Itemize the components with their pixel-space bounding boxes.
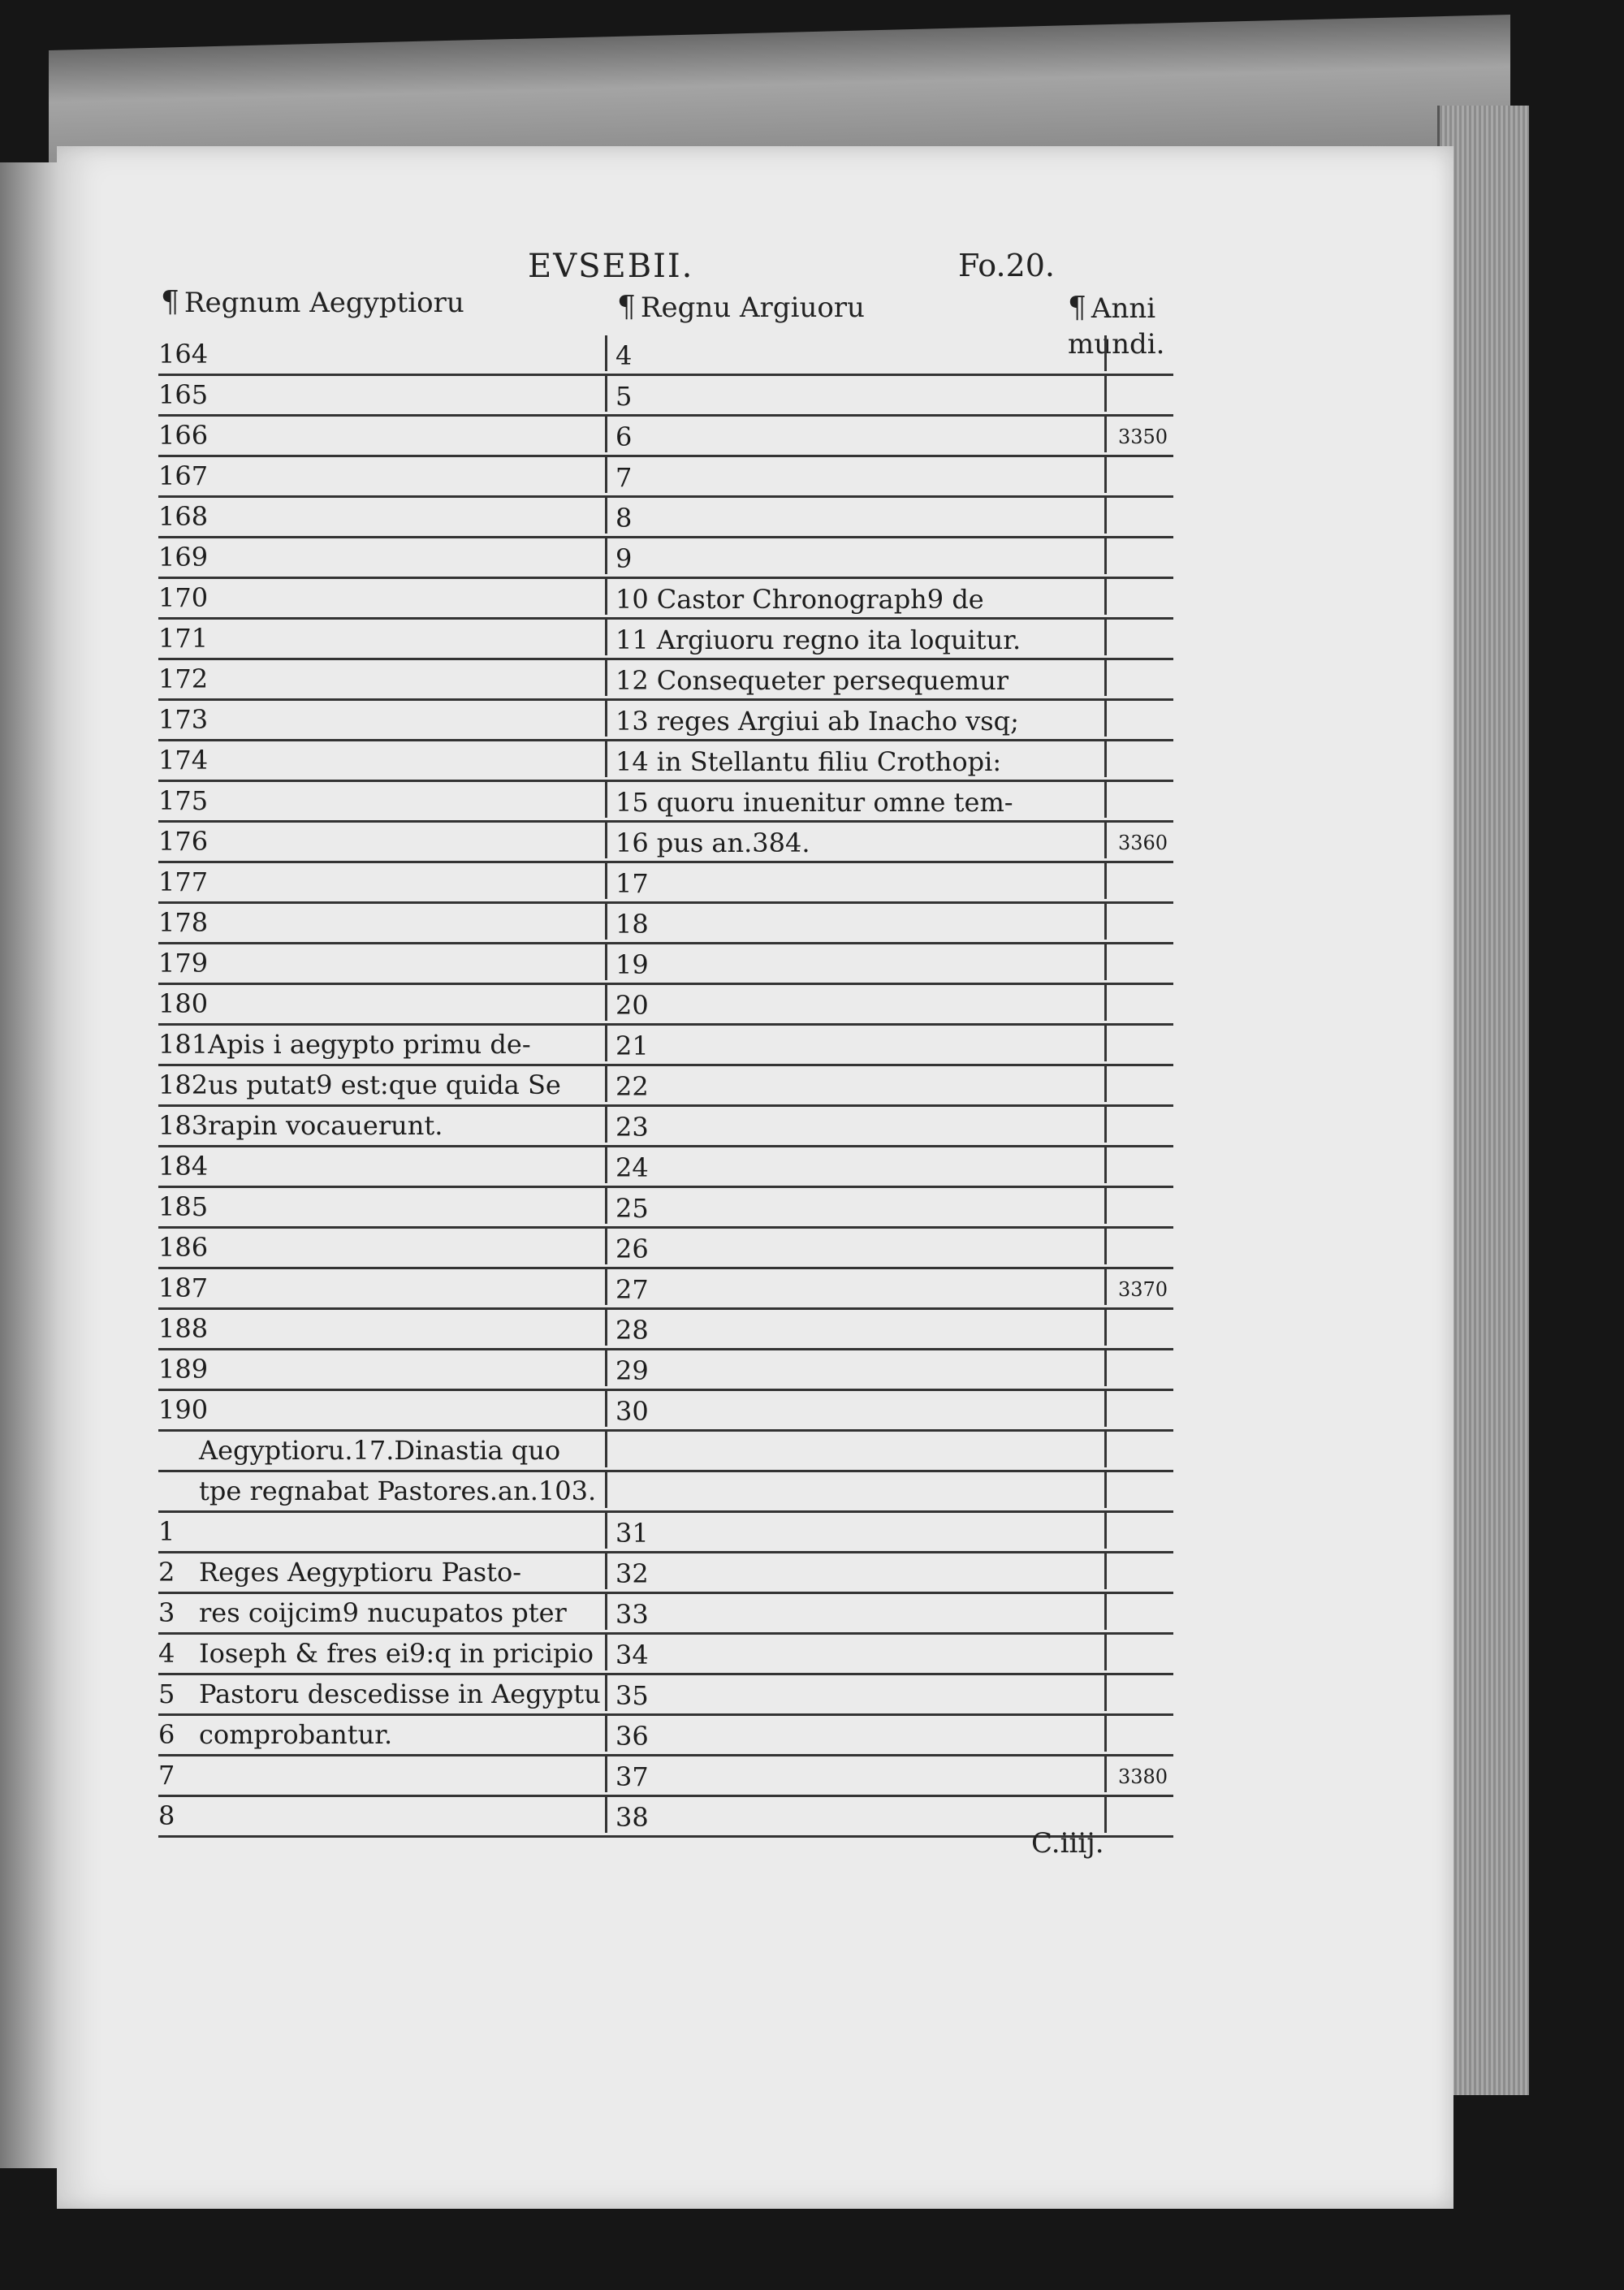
anni-mundi-cell: 3350 <box>1104 417 1187 452</box>
egypt-year: 184 <box>158 1151 209 1182</box>
egypt-note: us putat9 est:que quida Se <box>208 1069 561 1100</box>
table-row <box>158 660 1173 701</box>
egypt-note: Reges Aegyptioru Pasto- <box>199 1557 522 1588</box>
egypt-year: 185 <box>158 1191 209 1222</box>
argos-year: 26 <box>615 1234 649 1264</box>
column-head-argos-label: Regnu Argiuoru <box>640 292 865 324</box>
argos-cell <box>605 1513 1070 1549</box>
table-row <box>158 1472 1173 1513</box>
argos-year: 11 <box>615 624 649 655</box>
argos-cell <box>605 1350 1070 1386</box>
egypt-cell <box>158 379 589 410</box>
egypt-cell <box>158 1679 601 1709</box>
egypt-year: 5 <box>158 1679 175 1709</box>
table-row <box>158 335 1173 376</box>
argos-year: 5 <box>615 381 633 412</box>
egypt-cell <box>158 826 589 857</box>
egypt-year: 168 <box>158 501 209 532</box>
anni-mundi-cell <box>1104 1513 1187 1549</box>
table-row <box>158 741 1173 782</box>
anni-mundi-cell: 3360 <box>1104 823 1187 858</box>
argos-year: 7 <box>615 462 633 493</box>
anni-mundi-cell <box>1104 985 1187 1021</box>
egypt-cell <box>158 1191 589 1222</box>
argos-note: pus an.384. <box>656 827 810 858</box>
argos-cell <box>605 457 1070 493</box>
egypt-cell <box>158 1110 589 1141</box>
anni-mundi-cell <box>1104 1553 1187 1589</box>
egypt-year: 169 <box>158 542 209 572</box>
egypt-cell <box>158 1597 589 1628</box>
argos-year: 20 <box>615 990 649 1021</box>
anni-mundi-cell <box>1104 701 1187 737</box>
argos-cell <box>605 985 1070 1021</box>
egypt-year: 2 <box>158 1557 175 1588</box>
signature-mark: C.iiij. <box>1031 1827 1104 1860</box>
egypt-cell <box>158 1800 589 1831</box>
anni-mundi-cell <box>1104 1188 1187 1224</box>
table-row <box>158 1553 1173 1594</box>
argos-note: Consequeter persequemur <box>656 665 1009 696</box>
table-row <box>158 417 1173 457</box>
egypt-year: 175 <box>158 785 209 816</box>
anni-mundi-cell <box>1104 1229 1187 1264</box>
argos-note: Argiuoru regno ita loquitur. <box>656 624 1021 655</box>
pilcrow-icon: ¶ <box>1068 292 1086 325</box>
argos-cell <box>605 863 1070 899</box>
egypt-year: 187 <box>158 1272 209 1303</box>
anni-mundi-cell <box>1104 944 1187 980</box>
egypt-year: 178 <box>158 907 209 938</box>
argos-year: 14 <box>615 746 649 777</box>
egypt-year: 171 <box>158 623 209 654</box>
argos-note: Castor Chronograph9 de <box>656 584 984 615</box>
anni-mundi-cell <box>1104 1350 1187 1386</box>
argos-year: 29 <box>615 1355 649 1386</box>
argos-cell <box>605 1147 1070 1183</box>
column-head-anni-line1: Anni <box>1091 292 1156 325</box>
egypt-note: Apis i aegypto primu de- <box>208 1029 531 1060</box>
egypt-note: rapin vocauerunt. <box>208 1110 443 1141</box>
table-row <box>158 1269 1173 1310</box>
argos-cell <box>605 823 1070 858</box>
argos-cell <box>605 1107 1070 1143</box>
anni-mundi-cell <box>1104 498 1187 534</box>
egypt-cell <box>158 1638 594 1669</box>
egypt-cell <box>158 988 589 1019</box>
egypt-cell <box>158 420 589 451</box>
table-row <box>158 579 1173 620</box>
egypt-cell <box>158 1029 589 1060</box>
egypt-cell <box>158 623 589 654</box>
egypt-cell <box>158 785 589 816</box>
table-row <box>158 904 1173 944</box>
pilcrow-icon: ¶ <box>617 291 636 324</box>
argos-note: quoru inuenitur omne tem- <box>656 787 1013 818</box>
argos-year: 30 <box>615 1396 649 1427</box>
argos-cell <box>605 944 1070 980</box>
anni-mundi-cell: 3370 <box>1104 1269 1187 1305</box>
egypt-cell <box>158 460 589 491</box>
argos-cell <box>605 579 1070 615</box>
table-row <box>158 498 1173 538</box>
argos-cell <box>605 660 1070 696</box>
table-row <box>158 376 1173 417</box>
anni-mundi-cell <box>1104 1797 1187 1833</box>
egypt-note: Pastoru descedisse in Aegyptu <box>199 1679 601 1709</box>
egypt-cell <box>158 1232 589 1263</box>
argos-year: 23 <box>615 1112 649 1143</box>
egypt-year: 179 <box>158 948 209 979</box>
argos-year: 9 <box>615 543 633 574</box>
argos-year: 32 <box>615 1558 649 1589</box>
table-row <box>158 1310 1173 1350</box>
argos-cell <box>605 376 1070 412</box>
argos-cell <box>605 1188 1070 1224</box>
egypt-year: 3 <box>158 1597 175 1628</box>
egypt-year: 6 <box>158 1719 175 1750</box>
egypt-cell <box>158 339 589 369</box>
argos-year: 18 <box>615 909 649 940</box>
argos-cell <box>605 335 1070 371</box>
table-row <box>158 863 1173 904</box>
egypt-year: 164 <box>158 339 209 369</box>
argos-cell <box>605 1066 1070 1102</box>
argos-cell <box>605 1797 1070 1833</box>
folio-number: Fo.20. <box>958 248 1056 283</box>
argos-cell <box>605 538 1070 574</box>
egypt-year: 177 <box>158 866 209 897</box>
egypt-note: Ioseph & fres ei9:q in pricipio <box>199 1638 594 1669</box>
argos-year: 15 <box>615 787 649 818</box>
anni-mundi-cell <box>1104 1675 1187 1711</box>
argos-cell <box>605 782 1070 818</box>
egypt-year: 174 <box>158 745 209 776</box>
argos-cell <box>605 1269 1070 1305</box>
egypt-year: 180 <box>158 988 209 1019</box>
table-row <box>158 1756 1173 1797</box>
anni-mundi-cell <box>1104 1472 1187 1508</box>
argos-cell <box>605 904 1070 940</box>
egypt-year: 188 <box>158 1313 209 1344</box>
egypt-year: 183 <box>158 1110 209 1141</box>
argos-year: 33 <box>615 1599 649 1630</box>
argos-year: 28 <box>615 1315 649 1346</box>
egypt-cell <box>158 1313 589 1344</box>
argos-cell <box>605 1391 1070 1427</box>
pilcrow-icon: ¶ <box>161 286 179 319</box>
table-row <box>158 944 1173 985</box>
argos-year: 8 <box>615 503 633 534</box>
argos-year: 36 <box>615 1721 649 1752</box>
egypt-year: 165 <box>158 379 209 410</box>
argos-year: 4 <box>615 340 633 371</box>
argos-year: 6 <box>615 421 633 452</box>
argos-year: 24 <box>615 1152 649 1183</box>
argos-cell <box>605 1553 1070 1589</box>
table-row <box>158 1229 1173 1269</box>
egypt-cell <box>158 582 589 613</box>
table-row <box>158 701 1173 741</box>
printed-page <box>57 146 1453 2209</box>
chronicle-table <box>158 335 1173 1838</box>
argos-cell <box>605 1432 1070 1467</box>
egypt-year: 173 <box>158 704 209 735</box>
argos-note: reges Argiui ab Inacho vsq; <box>656 706 1019 737</box>
anni-mundi-cell <box>1104 1716 1187 1752</box>
argos-year: 25 <box>615 1193 649 1224</box>
argos-cell <box>605 1756 1070 1792</box>
egypt-cell <box>158 907 589 938</box>
argos-cell <box>605 1635 1070 1670</box>
running-title: EVSEBII. <box>528 248 694 285</box>
table-row <box>158 782 1173 823</box>
argos-year: 13 <box>615 706 649 737</box>
argos-cell <box>605 741 1070 777</box>
egypt-year: 170 <box>158 582 209 613</box>
egypt-year: 8 <box>158 1800 175 1831</box>
table-row <box>158 1675 1173 1716</box>
egypt-cell <box>158 1272 589 1303</box>
egypt-cell <box>158 948 589 979</box>
argos-year: 21 <box>615 1030 649 1061</box>
egypt-year: 176 <box>158 826 209 857</box>
table-row <box>158 457 1173 498</box>
egypt-year: 7 <box>158 1760 175 1791</box>
column-head-anni-line2: mundi. <box>1068 328 1165 361</box>
table-row <box>158 1432 1173 1472</box>
table-row <box>158 823 1173 863</box>
table-row <box>158 538 1173 579</box>
column-head-argos <box>617 291 865 324</box>
argos-cell <box>605 498 1070 534</box>
argos-cell <box>605 1594 1070 1630</box>
anni-mundi-cell <box>1104 741 1187 777</box>
egypt-note: Aegyptioru.17.Dinastia quo <box>199 1435 561 1466</box>
egypt-cell <box>158 1557 589 1588</box>
anni-mundi-cell <box>1104 376 1187 412</box>
argos-cell <box>605 1675 1070 1711</box>
table-row <box>158 1513 1173 1553</box>
egypt-cell <box>158 1435 589 1466</box>
argos-year: 17 <box>615 868 649 899</box>
egypt-cell <box>158 1151 589 1182</box>
egypt-year: 182 <box>158 1069 209 1100</box>
anni-mundi-cell <box>1104 904 1187 940</box>
column-head-egypt-label: Regnum Aegyptioru <box>184 287 464 319</box>
anni-mundi-cell <box>1104 1026 1187 1061</box>
argos-cell <box>605 1026 1070 1061</box>
egypt-year: 4 <box>158 1638 175 1669</box>
egypt-year: 181 <box>158 1029 209 1060</box>
egypt-cell <box>158 1760 589 1791</box>
anni-mundi-cell: 3380 <box>1104 1756 1187 1792</box>
table-row <box>158 1107 1173 1147</box>
anni-mundi-cell <box>1104 1310 1187 1346</box>
argos-year: 27 <box>615 1274 649 1305</box>
argos-year: 35 <box>615 1680 649 1711</box>
anni-mundi-cell <box>1104 1594 1187 1630</box>
anni-mundi-cell <box>1104 335 1187 371</box>
table-row <box>158 1391 1173 1432</box>
anni-mundi-cell <box>1104 863 1187 899</box>
egypt-cell <box>158 1394 589 1425</box>
egypt-note: tpe regnabat Pastores.an.103. <box>199 1476 597 1506</box>
argos-cell <box>605 1229 1070 1264</box>
anni-mundi-cell <box>1104 1107 1187 1143</box>
egypt-year: 167 <box>158 460 209 491</box>
argos-note: in Stellantu filiu Crothopi: <box>656 746 1002 777</box>
egypt-note: comprobantur. <box>199 1719 393 1750</box>
anni-mundi-cell <box>1104 1391 1187 1427</box>
argos-year: 31 <box>615 1518 649 1549</box>
egypt-cell <box>158 745 589 776</box>
anni-mundi-cell <box>1104 620 1187 655</box>
table-row <box>158 1350 1173 1391</box>
egypt-cell <box>158 1069 589 1100</box>
anni-mundi-cell <box>1104 1432 1187 1467</box>
egypt-cell <box>158 501 589 532</box>
anni-mundi-cell <box>1104 660 1187 696</box>
argos-year: 34 <box>615 1640 649 1670</box>
table-row <box>158 1797 1173 1838</box>
egypt-cell <box>158 1476 597 1506</box>
argos-year: 12 <box>615 665 649 696</box>
anni-mundi-cell <box>1104 538 1187 574</box>
table-row <box>158 620 1173 660</box>
argos-cell <box>605 701 1070 737</box>
table-row <box>158 1188 1173 1229</box>
table-row <box>158 1147 1173 1188</box>
egypt-year: 166 <box>158 420 209 451</box>
table-row <box>158 1594 1173 1635</box>
egypt-cell <box>158 1719 589 1750</box>
egypt-cell <box>158 704 589 735</box>
anni-mundi-cell <box>1104 579 1187 615</box>
egypt-cell <box>158 1516 589 1547</box>
argos-cell <box>605 1472 1070 1508</box>
argos-year: 10 <box>615 584 649 615</box>
argos-year: 38 <box>615 1802 649 1833</box>
argos-year: 37 <box>615 1761 649 1792</box>
table-row <box>158 985 1173 1026</box>
argos-cell <box>605 1716 1070 1752</box>
argos-cell <box>605 1310 1070 1346</box>
table-row <box>158 1066 1173 1107</box>
anni-mundi-cell <box>1104 1066 1187 1102</box>
egypt-year: 186 <box>158 1232 209 1263</box>
anni-mundi-cell <box>1104 1635 1187 1670</box>
anni-mundi-cell <box>1104 782 1187 818</box>
anni-mundi-cell <box>1104 457 1187 493</box>
egypt-year: 189 <box>158 1354 209 1385</box>
argos-year: 19 <box>615 949 649 980</box>
argos-cell <box>605 620 1070 655</box>
egypt-year: 172 <box>158 663 209 694</box>
table-row <box>158 1716 1173 1756</box>
facing-page-edge <box>0 162 57 2168</box>
egypt-year: 1 <box>158 1516 175 1547</box>
egypt-year: 190 <box>158 1394 209 1425</box>
egypt-cell <box>158 1354 589 1385</box>
argos-cell <box>605 417 1070 452</box>
egypt-cell <box>158 663 589 694</box>
egypt-note: res coijcim9 nucupatos pter <box>199 1597 567 1628</box>
argos-year: 16 <box>615 827 649 858</box>
egypt-cell <box>158 866 589 897</box>
table-row <box>158 1635 1173 1675</box>
argos-year: 22 <box>615 1071 649 1102</box>
egypt-cell <box>158 542 589 572</box>
table-row <box>158 1026 1173 1066</box>
column-head-egypt <box>161 286 464 319</box>
anni-mundi-cell <box>1104 1147 1187 1183</box>
